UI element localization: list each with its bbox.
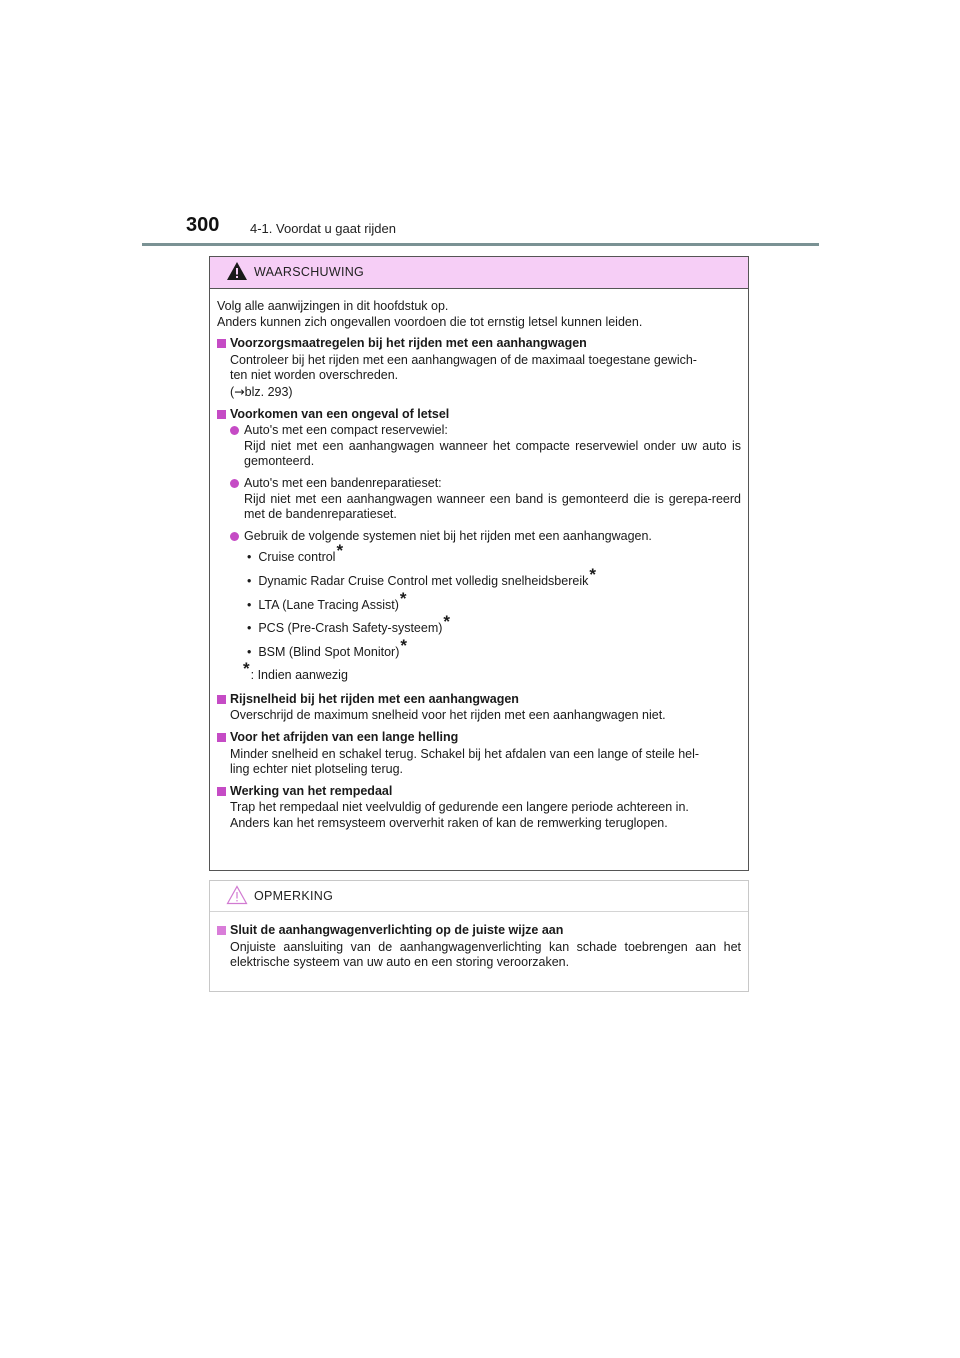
square-bullet-icon (217, 339, 226, 348)
asterisk-icon: * (243, 659, 250, 679)
section-heading (217, 692, 741, 708)
system-item (217, 588, 741, 614)
notice-body (210, 912, 748, 971)
asterisk-icon: * (443, 612, 451, 632)
heading-text: Voorzorgsmaatregelen bij het rijden met een aanhangwagen (230, 336, 587, 351)
bullet-text: Rijd niet met een aanhangwagen wanneer een band is gemonteerd die is gerepa-reerd met de bandenreparatieset. (244, 491, 741, 522)
warning-title: WAARSCHUWING (254, 265, 365, 279)
warning-body (210, 289, 748, 832)
system-item (217, 541, 741, 566)
section-text: Onjuiste aansluiting van de aanhangwagenverlichting kan schade toebrengen aan het elektrische systeem van uw auto en een storing veroorzaken. (230, 939, 741, 970)
square-bullet-icon (217, 787, 226, 796)
system-name: Dynamic Radar Cruise Control met volledig snelheidsbereik (258, 573, 589, 588)
bullet-text: Rijd niet met een aanhangwagen wanneer het compacte reservewiel onder uw auto is gemonteerd. (244, 438, 741, 469)
list-item (217, 423, 741, 470)
heading-text: Rijsnelheid bij het rijden met een aanhangwagen (230, 691, 519, 706)
system-item (217, 635, 741, 661)
bullet-title: Auto's met een bandenreparatieset: (244, 475, 442, 490)
asterisk-icon: * (336, 541, 344, 561)
text-line: Controleer bij het rijden met een aanhangwagen of de maximaal toegestane gewich- (230, 352, 697, 367)
warning-box (209, 256, 749, 871)
square-bullet-icon (217, 926, 226, 935)
list-item (217, 529, 741, 545)
asterisk-icon: * (400, 635, 407, 655)
heading-text: Voor het afrijden van een lange helling (230, 730, 459, 745)
section-title: 4-1. Voordat u gaat rijden (250, 221, 396, 236)
square-bullet-icon (217, 695, 226, 704)
square-bullet-icon (217, 410, 226, 419)
system-name: Cruise control (258, 550, 336, 565)
intro-line: Anders kunnen zich ongevallen voordoen die tot ernstig letsel kunnen leiden. (217, 314, 643, 329)
text-line: ten niet worden overschreden. (230, 368, 399, 383)
round-bullet-icon (230, 426, 239, 435)
notice-header (210, 881, 748, 912)
header-rule (142, 243, 819, 246)
heading-text: Sluit de aanhangwagenverlichting op de juiste wijze aan (230, 923, 564, 937)
notice-box (209, 880, 749, 992)
footnote-text: : Indien aanwezig (250, 668, 348, 683)
system-item (217, 612, 741, 637)
asterisk-icon: * (589, 564, 596, 584)
footnote (217, 659, 741, 684)
warning-triangle-icon (226, 261, 248, 281)
arrow-right-icon: → (234, 383, 245, 399)
system-name: LTA (Lane Tracing Assist) (258, 597, 399, 612)
heading-text: Voorkomen van een ongeval of letsel (230, 406, 450, 421)
small-bullet-icon: • (247, 644, 252, 659)
section-heading (217, 407, 741, 423)
list-item (217, 476, 741, 523)
notice-title: OPMERKING (254, 889, 334, 903)
text-line: ling echter niet plotseling terug. (230, 762, 404, 777)
bullet-title: Auto's met een compact reservewiel: (244, 423, 448, 438)
section-heading (217, 336, 741, 352)
section-text (217, 353, 741, 401)
warning-header (210, 257, 748, 289)
small-bullet-icon: • (247, 573, 252, 588)
ref-text: blz. 293) (244, 384, 293, 399)
square-bullet-icon (217, 733, 226, 742)
heading-text: Werking van het rempedaal (230, 783, 393, 798)
round-bullet-icon (230, 532, 239, 541)
bullet-text: Gebruik de volgende systemen niet bij het rijden met een aanhangwagen. (244, 528, 652, 543)
text-line: Trap het rempedaal niet veelvuldig of gedurende een langere periode achtereen in. (230, 800, 689, 815)
page-reference (230, 384, 741, 401)
section-heading (217, 923, 741, 939)
section-heading (217, 784, 741, 800)
round-bullet-icon (230, 479, 239, 488)
section-heading (217, 730, 741, 746)
system-item (217, 564, 741, 590)
caution-triangle-icon (226, 885, 248, 905)
page-number: 300 (186, 214, 220, 236)
small-bullet-icon: • (247, 550, 252, 565)
section-text: Overschrijd de maximum snelheid voor het rijden met een aanhangwagen niet. (230, 708, 666, 723)
asterisk-icon: * (399, 588, 407, 608)
system-name: PCS (Pre-Crash Safety-systeem) (258, 621, 443, 636)
small-bullet-icon: • (247, 597, 252, 612)
section-text (217, 747, 741, 778)
text-line: Minder snelheid en schakel terug. Schakel bij het afdalen van een lange of steile hel- (230, 746, 700, 761)
section-text (217, 800, 741, 831)
warning-intro (217, 299, 741, 330)
system-name: BSM (Blind Spot Monitor) (258, 644, 400, 659)
small-bullet-icon: • (247, 621, 252, 636)
text-line: Anders kan het remsysteem oververhit raken of kan de remwerking teruglopen. (230, 816, 668, 831)
intro-line: Volg alle aanwijzingen in dit hoofdstuk op. (217, 299, 449, 313)
ref-paren: ( (230, 384, 235, 399)
